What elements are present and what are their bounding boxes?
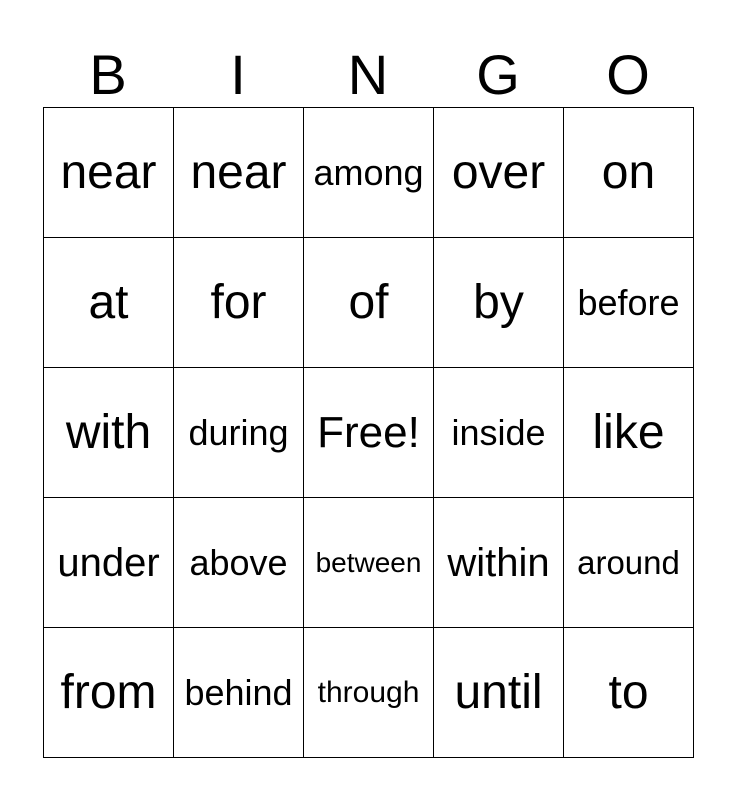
bingo-cell: with bbox=[44, 368, 174, 498]
bingo-cell: over bbox=[434, 108, 564, 238]
bingo-cell: on bbox=[564, 108, 694, 238]
header-letter-n: N bbox=[347, 43, 389, 106]
bingo-cell: during bbox=[174, 368, 304, 498]
bingo-cell: above bbox=[174, 498, 304, 628]
header-letter-b: B bbox=[89, 43, 127, 106]
bingo-header bbox=[43, 42, 693, 108]
bingo-cell: of bbox=[304, 238, 434, 368]
bingo-cell: for bbox=[174, 238, 304, 368]
bingo-cell: before bbox=[564, 238, 694, 368]
bingo-cell: within bbox=[434, 498, 564, 628]
bingo-cell: near bbox=[174, 108, 304, 238]
bingo-cell: around bbox=[564, 498, 694, 628]
bingo-cell: to bbox=[564, 628, 694, 758]
bingo-cell: until bbox=[434, 628, 564, 758]
bingo-cell: from bbox=[44, 628, 174, 758]
bingo-cell: at bbox=[44, 238, 174, 368]
bingo-cell: inside bbox=[434, 368, 564, 498]
header-letter-o: O bbox=[606, 43, 650, 106]
bingo-cell: under bbox=[44, 498, 174, 628]
bingo-board bbox=[43, 107, 694, 758]
header-letter-g: G bbox=[476, 43, 520, 106]
header-letter-i: I bbox=[230, 43, 246, 106]
bingo-cell: by bbox=[434, 238, 564, 368]
free-space-cell: Free! bbox=[304, 368, 434, 498]
bingo-cell: like bbox=[564, 368, 694, 498]
bingo-cell: between bbox=[304, 498, 434, 628]
bingo-cell: among bbox=[304, 108, 434, 238]
bingo-cell: near bbox=[44, 108, 174, 238]
bingo-cell: through bbox=[304, 628, 434, 758]
bingo-cell: behind bbox=[174, 628, 304, 758]
